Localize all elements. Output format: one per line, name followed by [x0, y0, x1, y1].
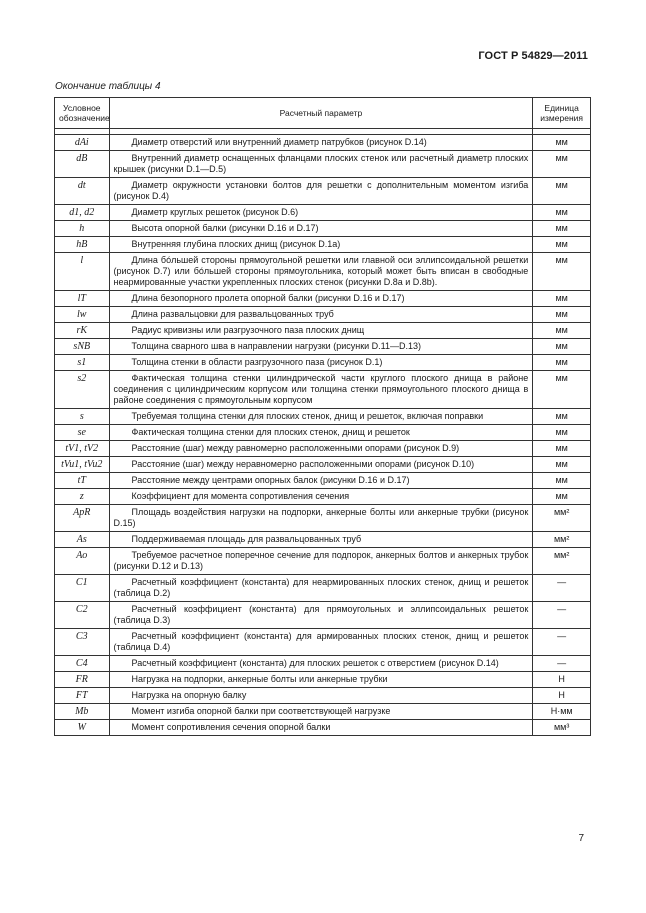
- row-parameter: Длина бóльшей стороны прямоугольной решетки или главной оси эллипсоидальной решетки (рисунок D.7) или бóльшей стороны прямоугольника, который может быть вписан в свободные неармированные участки укрепленных плоских стенок (рисунки D.8а и D.8b).: [109, 253, 533, 291]
- row-parameter: Нагрузка на подпорки, анкерные болты или анкерные трубки: [109, 672, 533, 688]
- table-row: [55, 135, 591, 151]
- table-row: [55, 575, 591, 602]
- row-unit: мм: [533, 339, 591, 355]
- row-parameter: Длина безопорного пролета опорной балки (рисунки D.16 и D.17): [109, 291, 533, 307]
- row-symbol: FR: [55, 672, 110, 688]
- row-symbol: ApR: [55, 505, 110, 532]
- table-row: [55, 291, 591, 307]
- table-row: [55, 323, 591, 339]
- table-row: [55, 473, 591, 489]
- table-row: [55, 532, 591, 548]
- table-row: [55, 409, 591, 425]
- row-unit: мм: [533, 237, 591, 253]
- table-row: [55, 688, 591, 704]
- table-row: [55, 205, 591, 221]
- table-row: [55, 339, 591, 355]
- table-row: [55, 221, 591, 237]
- row-parameter: Радиус кривизны или разгрузочного паза плоских днищ: [109, 323, 533, 339]
- table-row: [55, 602, 591, 629]
- row-parameter: Фактическая толщина стенки цилиндрической части круглого плоского днища в районе соединения с цилиндрическим корпусом или толщина стенки прямоугольного плоского днища в районе соединения с прямоугольным корпусом: [109, 371, 533, 409]
- row-unit: мм: [533, 441, 591, 457]
- row-unit: Н: [533, 688, 591, 704]
- table-row: [55, 355, 591, 371]
- header-unit: Единица измерения: [533, 98, 591, 129]
- row-symbol: lw: [55, 307, 110, 323]
- row-symbol: Mb: [55, 704, 110, 720]
- row-symbol: C4: [55, 656, 110, 672]
- row-symbol: sNB: [55, 339, 110, 355]
- row-parameter: Требуемое расчетное поперечное сечение для подпорок, анкерных болтов и анкерных трубок (рисунки D.12 и D.13): [109, 548, 533, 575]
- row-symbol: FT: [55, 688, 110, 704]
- row-parameter: Расчетный коэффициент (константа) для армированных плоских стенок, днищ и решеток (таблица D.4): [109, 629, 533, 656]
- row-symbol: C2: [55, 602, 110, 629]
- table-row: [55, 672, 591, 688]
- row-symbol: tV1, tV2: [55, 441, 110, 457]
- row-parameter: Расстояние (шаг) между неравномерно расположенными опорами (рисунок D.10): [109, 457, 533, 473]
- row-parameter: Площадь воздействия нагрузки на подпорки, анкерные болты или анкерные трубки (рисунок D.15): [109, 505, 533, 532]
- row-unit: Н: [533, 672, 591, 688]
- row-symbol: hB: [55, 237, 110, 253]
- row-unit: мм: [533, 355, 591, 371]
- row-symbol: C3: [55, 629, 110, 656]
- table-row: [55, 253, 591, 291]
- row-parameter: Диаметр отверстий или внутренний диаметр патрубков (рисунок D.14): [109, 135, 533, 151]
- row-symbol: tVu1, tVu2: [55, 457, 110, 473]
- row-unit: мм: [533, 135, 591, 151]
- row-symbol: Ao: [55, 548, 110, 575]
- page-number: 7: [578, 833, 584, 844]
- row-unit: мм: [533, 253, 591, 291]
- row-unit: —: [533, 602, 591, 629]
- table-row: [55, 307, 591, 323]
- row-parameter: Диаметр окружности установки болтов для решетки с дополнительным моментом изгиба (рисунок D.4): [109, 178, 533, 205]
- header-symbol: Условное обозначение: [55, 98, 110, 129]
- row-symbol: s: [55, 409, 110, 425]
- table-caption: Окончание таблицы 4: [55, 81, 161, 92]
- row-parameter: Диаметр круглых решеток (рисунок D.6): [109, 205, 533, 221]
- row-symbol: h: [55, 221, 110, 237]
- row-symbol: dt: [55, 178, 110, 205]
- row-symbol: s1: [55, 355, 110, 371]
- table-header-row: [55, 98, 591, 129]
- row-parameter: Расчетный коэффициент (константа) для неармированных плоских стенок, днищ и решеток (таблица D.2): [109, 575, 533, 602]
- row-symbol: W: [55, 720, 110, 736]
- row-symbol: dB: [55, 151, 110, 178]
- row-parameter: Внутренний диаметр оснащенных фланцами плоских стенок или расчетный диаметр плоских крышек (рисунки D.1—D.5): [109, 151, 533, 178]
- table-row: [55, 237, 591, 253]
- row-unit: —: [533, 656, 591, 672]
- table-row: [55, 548, 591, 575]
- row-symbol: rK: [55, 323, 110, 339]
- table-row: [55, 151, 591, 178]
- row-unit: мм: [533, 489, 591, 505]
- row-parameter: Расчетный коэффициент (константа) для прямоугольных и эллипсоидальных решеток (таблица D.3): [109, 602, 533, 629]
- row-symbol: z: [55, 489, 110, 505]
- row-parameter: Коэффициент для момента сопротивления сечения: [109, 489, 533, 505]
- row-parameter: Длина развальцовки для развальцованных труб: [109, 307, 533, 323]
- row-parameter: Нагрузка на опорную балку: [109, 688, 533, 704]
- row-symbol: C1: [55, 575, 110, 602]
- table-row: [55, 704, 591, 720]
- table-row: [55, 629, 591, 656]
- row-parameter: Момент сопротивления сечения опорной балки: [109, 720, 533, 736]
- row-unit: мм: [533, 457, 591, 473]
- row-unit: мм: [533, 409, 591, 425]
- row-unit: —: [533, 575, 591, 602]
- header-parameter: Расчетный параметр: [109, 98, 533, 129]
- row-parameter: Момент изгиба опорной балки при соответствующей нагрузке: [109, 704, 533, 720]
- row-parameter: Расчетный коэффициент (константа) для плоских решеток с отверстием (рисунок D.14): [109, 656, 533, 672]
- row-unit: мм: [533, 205, 591, 221]
- row-parameter: Расстояние между центрами опорных балок (рисунки D.16 и D.17): [109, 473, 533, 489]
- row-unit: мм³: [533, 720, 591, 736]
- row-parameter: Расстояние (шаг) между равномерно расположенными опорами (рисунок D.9): [109, 441, 533, 457]
- row-symbol: se: [55, 425, 110, 441]
- row-unit: мм²: [533, 548, 591, 575]
- row-unit: мм: [533, 307, 591, 323]
- row-unit: мм: [533, 291, 591, 307]
- row-parameter: Высота опорной балки (рисунки D.16 и D.17): [109, 221, 533, 237]
- table-row: [55, 371, 591, 409]
- row-unit: мм²: [533, 532, 591, 548]
- table-row: [55, 457, 591, 473]
- row-parameter: Внутренняя глубина плоских днищ (рисунок D.1а): [109, 237, 533, 253]
- table-row: [55, 425, 591, 441]
- row-parameter: Поддерживаемая площадь для развальцованных труб: [109, 532, 533, 548]
- parameters-table: [54, 97, 591, 736]
- standard-number: ГОСТ Р 54829—2011: [478, 50, 588, 62]
- table-row: [55, 656, 591, 672]
- row-unit: мм: [533, 371, 591, 409]
- row-symbol: s2: [55, 371, 110, 409]
- row-symbol: dAi: [55, 135, 110, 151]
- table-row: [55, 720, 591, 736]
- row-parameter: Фактическая толщина стенки для плоских стенок, днищ и решеток: [109, 425, 533, 441]
- row-unit: Н·мм: [533, 704, 591, 720]
- row-parameter: Толщина стенки в области разгрузочного паза (рисунок D.1): [109, 355, 533, 371]
- row-parameter: Требуемая толщина стенки для плоских стенок, днищ и решеток, включая поправки: [109, 409, 533, 425]
- table-row: [55, 441, 591, 457]
- row-unit: мм: [533, 425, 591, 441]
- row-unit: мм: [533, 323, 591, 339]
- table-row: [55, 505, 591, 532]
- row-unit: мм: [533, 221, 591, 237]
- table-row: [55, 178, 591, 205]
- row-symbol: As: [55, 532, 110, 548]
- row-unit: мм: [533, 178, 591, 205]
- row-symbol: lT: [55, 291, 110, 307]
- table-body: [55, 129, 591, 736]
- row-unit: мм: [533, 473, 591, 489]
- table-row: [55, 489, 591, 505]
- row-symbol: d1, d2: [55, 205, 110, 221]
- row-symbol: tT: [55, 473, 110, 489]
- row-parameter: Толщина сварного шва в направлении нагрузки (рисунки D.11—D.13): [109, 339, 533, 355]
- row-symbol: l: [55, 253, 110, 291]
- row-unit: —: [533, 629, 591, 656]
- row-unit: мм²: [533, 505, 591, 532]
- row-unit: мм: [533, 151, 591, 178]
